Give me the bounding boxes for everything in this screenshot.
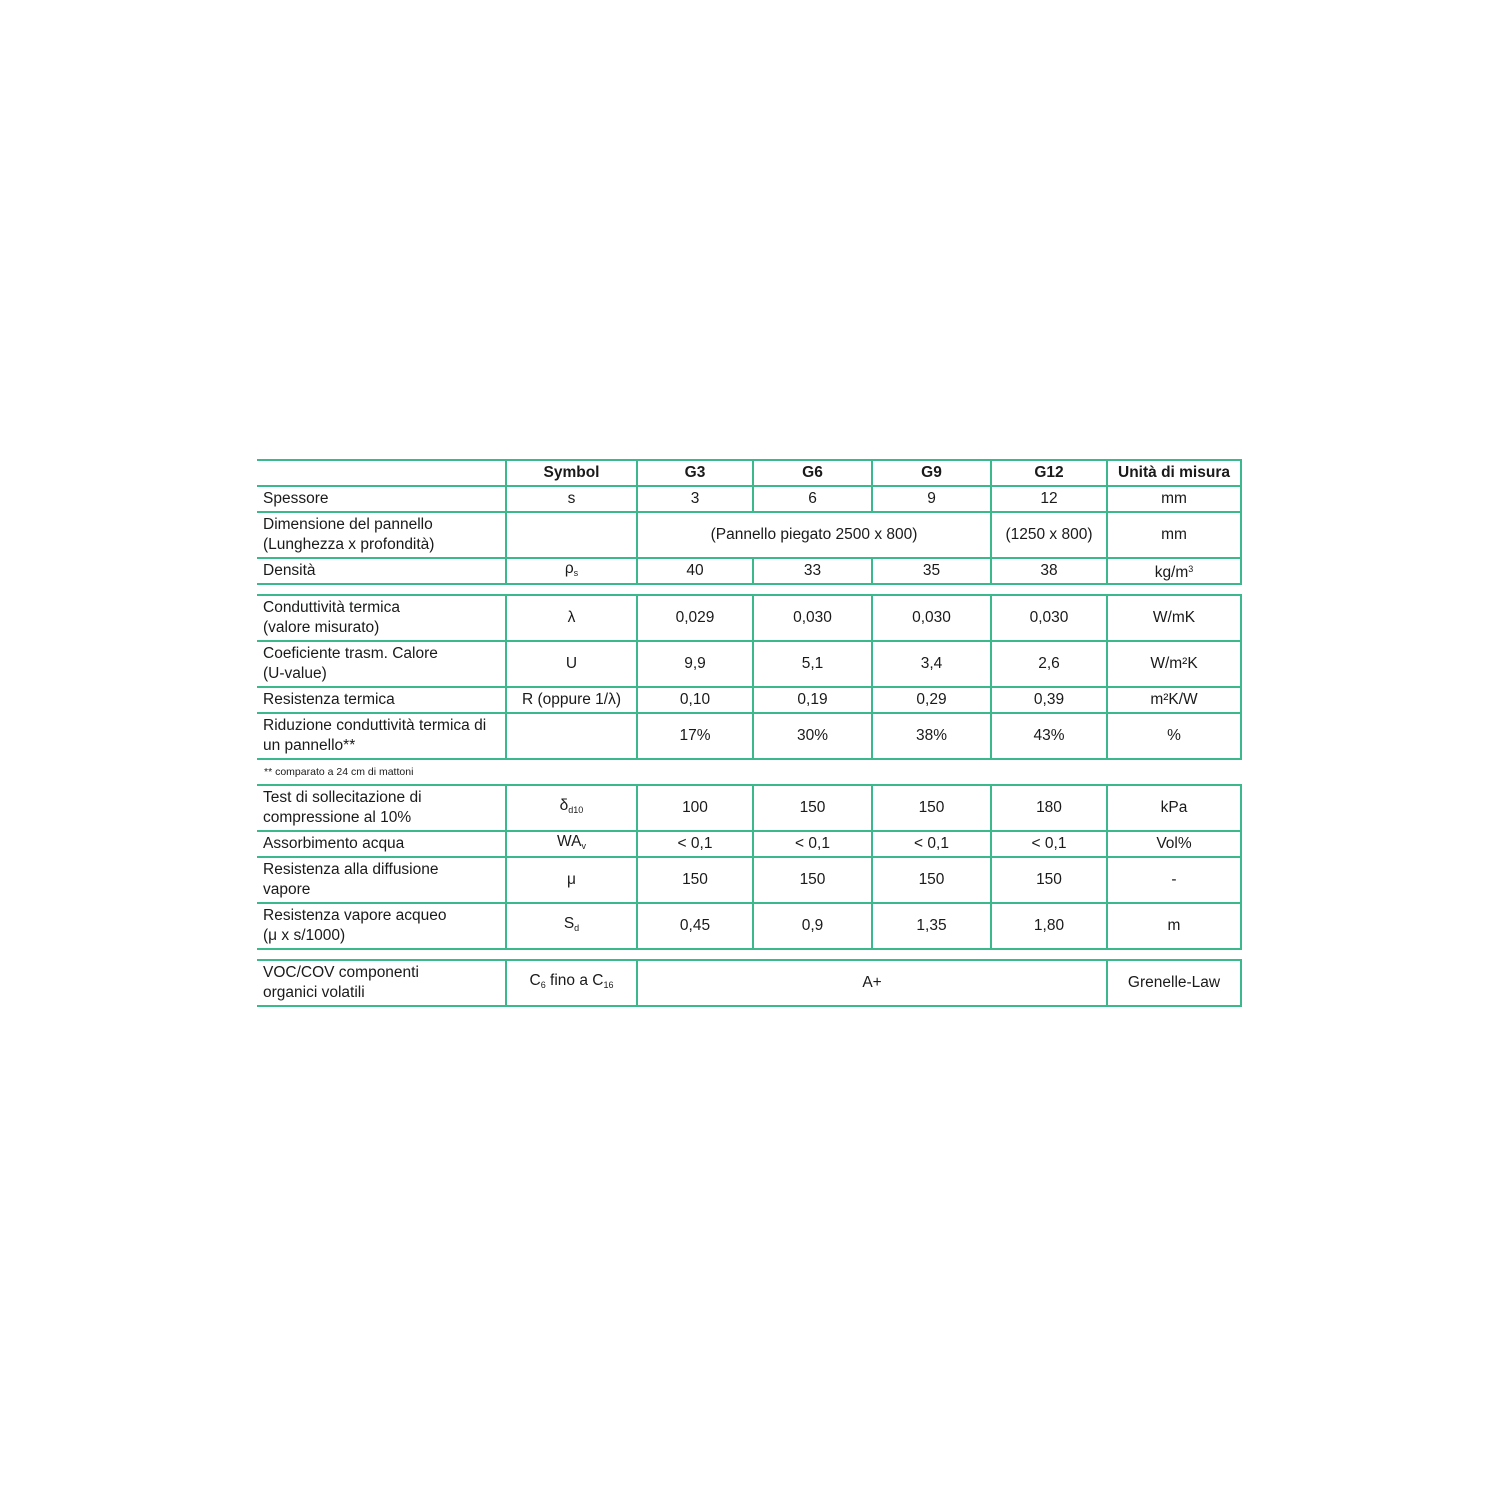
row-label-line2: (valore misurato) <box>263 619 380 636</box>
row-label-line2: un pannello** <box>263 737 356 754</box>
row-label-line1: Test di sollecitazione di <box>263 789 422 806</box>
technical-data-sheet <box>257 459 1241 1007</box>
symbol-c16-subscript: 16 <box>603 980 614 990</box>
g9-cell: 3,4 <box>872 641 991 687</box>
row-label-line2: (U-value) <box>263 665 327 682</box>
symbol-c6: C <box>529 972 541 989</box>
g3-cell: 3 <box>637 486 753 512</box>
row-label: Resistenza termica <box>257 687 506 713</box>
symbol-cell <box>506 960 637 1006</box>
unit-cell: m <box>1107 903 1241 949</box>
g6-cell: 150 <box>753 785 872 831</box>
g3-cell: 0,10 <box>637 687 753 713</box>
header-row <box>257 460 1241 486</box>
unit-cell: - <box>1107 857 1241 903</box>
g9-cell: 150 <box>872 785 991 831</box>
voc-table <box>257 959 1242 1007</box>
symbol-main: WA <box>557 833 582 850</box>
g6-cell: 6 <box>753 486 872 512</box>
g6-cell: 0,030 <box>753 595 872 641</box>
row-label-line2: organici volatili <box>263 984 365 1001</box>
mechanical-table <box>257 784 1242 950</box>
row-label <box>257 595 506 641</box>
g12-cell: 180 <box>991 785 1107 831</box>
symbol-cell: R (oppure 1/λ) <box>506 687 637 713</box>
g12-cell: < 0,1 <box>991 831 1107 857</box>
g9-cell: 150 <box>872 857 991 903</box>
row-vapore-acqueo <box>257 903 1241 949</box>
row-label-line2: (μ x s/1000) <box>263 927 346 944</box>
g6-cell: 0,19 <box>753 687 872 713</box>
g9-cell: < 0,1 <box>872 831 991 857</box>
row-label <box>257 857 506 903</box>
row-label <box>257 512 506 558</box>
section-gap <box>257 585 1241 594</box>
unit-main: kg/m <box>1154 564 1189 581</box>
row-label-line1: Dimensione del pannello <box>263 516 433 533</box>
g3-cell: < 0,1 <box>637 831 753 857</box>
symbol-subscript: v <box>581 841 586 851</box>
row-riduzione <box>257 713 1241 759</box>
row-label <box>257 960 506 1006</box>
row-dimensione <box>257 512 1241 558</box>
header-g12: G12 <box>991 460 1107 486</box>
unit-cell: W/m²K <box>1107 641 1241 687</box>
symbol-subscript: s <box>573 568 579 578</box>
g6-cell: 33 <box>753 558 872 584</box>
row-label <box>257 903 506 949</box>
g9-cell: 35 <box>872 558 991 584</box>
symbol-cell <box>506 713 637 759</box>
g3-cell: 9,9 <box>637 641 753 687</box>
row-label-line2: vapore <box>263 881 311 898</box>
symbol-subscript: d <box>574 923 580 933</box>
row-label <box>257 713 506 759</box>
header-g3: G3 <box>637 460 753 486</box>
unit-cell: W/mK <box>1107 595 1241 641</box>
row-label-line1: Resistenza vapore acqueo <box>263 907 447 924</box>
header-g6: G6 <box>753 460 872 486</box>
g12-cell: 0,030 <box>991 595 1107 641</box>
row-label-line1: Conduttività termica <box>263 599 400 616</box>
header-symbol: Symbol <box>506 460 637 486</box>
unit-cell: kPa <box>1107 785 1241 831</box>
g3-g9-merged-cell: (Pannello piegato 2500 x 800) <box>637 512 991 558</box>
row-label <box>257 785 506 831</box>
g3-cell: 100 <box>637 785 753 831</box>
header-g9: G9 <box>872 460 991 486</box>
unit-cell: % <box>1107 713 1241 759</box>
properties-table <box>257 459 1242 585</box>
footnote: ** comparato a 24 cm di mattoni <box>264 766 414 778</box>
row-densita <box>257 558 1241 584</box>
row-label-line1: VOC/COV componenti <box>263 964 419 981</box>
g3-cell: 40 <box>637 558 753 584</box>
g3-cell: 0,45 <box>637 903 753 949</box>
header-unit: Unità di misura <box>1107 460 1241 486</box>
symbol-main: ρ <box>564 560 574 577</box>
symbol-cell <box>506 903 637 949</box>
symbol-cell: μ <box>506 857 637 903</box>
symbol-main: S <box>563 915 575 932</box>
symbol-cell <box>506 785 637 831</box>
g12-cell: (1250 x 800) <box>991 512 1107 558</box>
symbol-cell <box>506 558 637 584</box>
symbol-cell: λ <box>506 595 637 641</box>
row-assorbimento <box>257 831 1241 857</box>
symbol-cell: U <box>506 641 637 687</box>
unit-cell <box>1107 558 1241 584</box>
g12-cell: 43% <box>991 713 1107 759</box>
row-label: Densità <box>257 558 506 584</box>
g6-cell: 150 <box>753 857 872 903</box>
g12-cell: 2,6 <box>991 641 1107 687</box>
row-label: Assorbimento acqua <box>257 831 506 857</box>
g12-cell: 1,80 <box>991 903 1107 949</box>
g12-cell: 150 <box>991 857 1107 903</box>
g9-cell: 38% <box>872 713 991 759</box>
row-label-line1: Riduzione conduttività termica di <box>263 717 487 734</box>
header-corner <box>257 460 506 486</box>
row-label: Spessore <box>257 486 506 512</box>
g9-cell: 0,29 <box>872 687 991 713</box>
symbol-cell <box>506 512 637 558</box>
row-label-line2: (Lunghezza x profondità) <box>263 536 435 553</box>
g3-cell: 0,029 <box>637 595 753 641</box>
unit-cell: Grenelle-Law <box>1107 960 1241 1006</box>
row-label-line2: compressione al 10% <box>263 809 412 826</box>
g9-cell: 9 <box>872 486 991 512</box>
unit-cell: m²K/W <box>1107 687 1241 713</box>
unit-cell: mm <box>1107 512 1241 558</box>
g3-cell: 17% <box>637 713 753 759</box>
symbol-main: δ <box>559 797 569 814</box>
row-voc <box>257 960 1241 1006</box>
g6-cell: 5,1 <box>753 641 872 687</box>
symbol-cell <box>506 831 637 857</box>
row-resistenza-termica <box>257 687 1241 713</box>
row-conduttivita <box>257 595 1241 641</box>
g6-cell: < 0,1 <box>753 831 872 857</box>
row-coeficiente <box>257 641 1241 687</box>
row-spessore <box>257 486 1241 512</box>
unit-cell: mm <box>1107 486 1241 512</box>
g12-cell: 38 <box>991 558 1107 584</box>
row-label-line1: Resistenza alla diffusione <box>263 861 439 878</box>
unit-cell: Vol% <box>1107 831 1241 857</box>
g3-cell: 150 <box>637 857 753 903</box>
row-diffusione-vapore <box>257 857 1241 903</box>
symbol-subscript: d10 <box>568 805 584 815</box>
g9-cell: 0,030 <box>872 595 991 641</box>
g6-cell: 0,9 <box>753 903 872 949</box>
voc-value-cell: A+ <box>637 960 1107 1006</box>
g6-cell: 30% <box>753 713 872 759</box>
g12-cell: 12 <box>991 486 1107 512</box>
section-gap <box>257 950 1241 959</box>
row-test-compressione <box>257 785 1241 831</box>
symbol-cell: s <box>506 486 637 512</box>
row-label-line1: Coeficiente trasm. Calore <box>263 645 438 662</box>
thermal-table <box>257 594 1242 760</box>
unit-superscript: 3 <box>1188 564 1194 574</box>
row-label <box>257 641 506 687</box>
g12-cell: 0,39 <box>991 687 1107 713</box>
g9-cell: 1,35 <box>872 903 991 949</box>
symbol-range-text: fino a C <box>545 972 604 989</box>
symbol-c6-subscript: 6 <box>540 980 546 990</box>
